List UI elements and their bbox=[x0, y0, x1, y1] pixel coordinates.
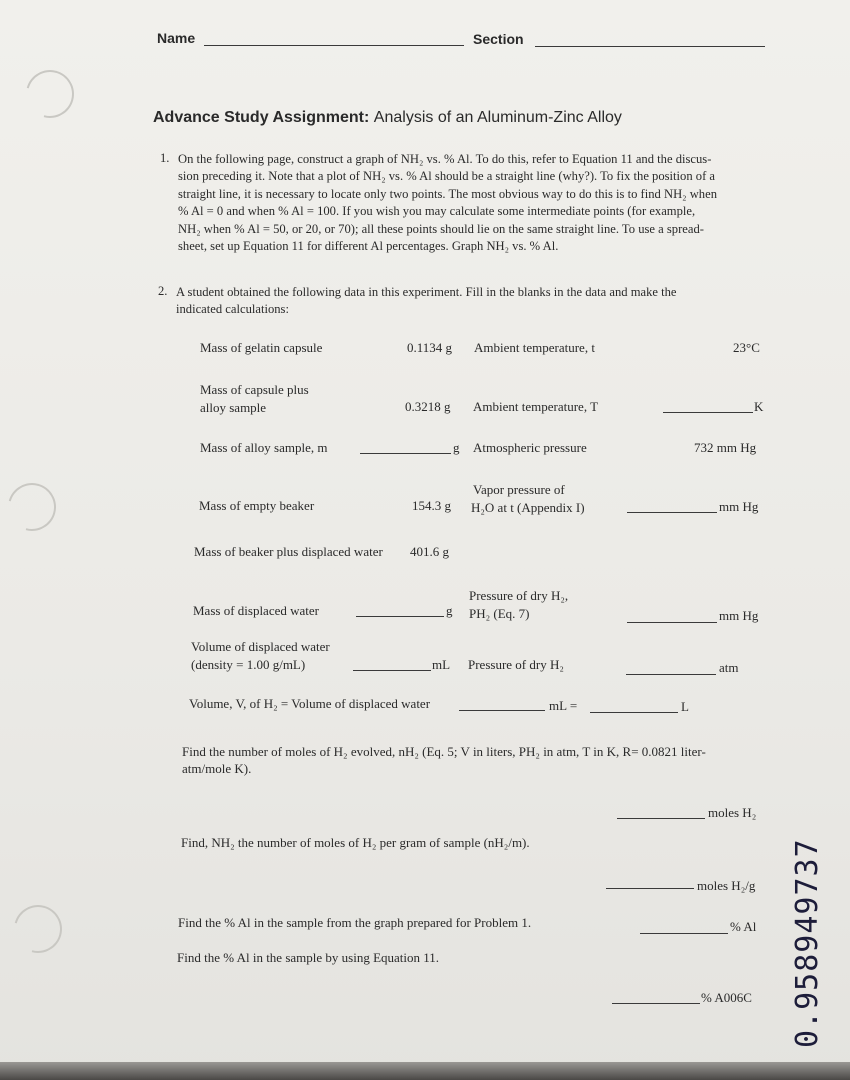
q1-line: On the following page, construct a graph of NH₂ vs. % Al. To do this, refer to Equation 11 and the discus- bbox=[178, 152, 712, 166]
atm-label: Atmospheric pressure bbox=[473, 440, 587, 455]
binder-hole-icon bbox=[17, 61, 83, 127]
q2-number: 2. bbox=[158, 284, 168, 298]
vol-h2-unit-ml: mL = bbox=[549, 698, 578, 713]
amb-temp-T-label: Ambient temperature, T bbox=[473, 399, 599, 414]
al-eq-field[interactable] bbox=[612, 1003, 700, 1004]
moles-unit: moles H₂ bbox=[708, 805, 757, 820]
vol-label-1: Volume of displaced water bbox=[191, 639, 330, 654]
capsule-alloy-value: 0.3218 g bbox=[405, 399, 451, 414]
capsule-alloy-label-1: Mass of capsule plus bbox=[200, 382, 309, 397]
q1-line: straight line, it is necessary to locate only two points. The most obvious way to do this is to find NH₂ when bbox=[178, 186, 717, 201]
page-title bbox=[153, 109, 622, 127]
binder-hole-icon bbox=[0, 474, 65, 540]
dry-h2-label bbox=[469, 587, 568, 623]
alloy-unit: g bbox=[453, 440, 460, 455]
vol-label-2: (density = 1.00 g/mL) bbox=[191, 657, 306, 672]
vapor-label bbox=[471, 481, 585, 517]
vol-h2-unit-l: L bbox=[681, 699, 689, 714]
beaker-label: Mass of empty beaker bbox=[199, 498, 315, 513]
moles-line-1: Find the number of moles of H₂ evolved, nH₂ (Eq. 5; V in liters, PH₂ in atm, T in K, R= 0.0821 liter- bbox=[182, 744, 706, 759]
vapor-unit: mm Hg bbox=[719, 499, 759, 514]
q2-line: indicated calculations: bbox=[176, 302, 289, 317]
displaced-label: Mass of displaced water bbox=[193, 603, 319, 618]
section-label: Section bbox=[473, 31, 524, 47]
dry-h2-atm-field[interactable] bbox=[626, 674, 716, 675]
moles-field[interactable] bbox=[617, 818, 705, 819]
al-eq-unit: % A006C bbox=[701, 990, 752, 1005]
page-edge-shadow bbox=[0, 1062, 850, 1080]
alloy-label: Mass of alloy sample, m bbox=[200, 440, 328, 455]
gelatin-label: Mass of gelatin capsule bbox=[200, 340, 323, 355]
vol-unit: mL bbox=[432, 657, 451, 672]
title-bold: Advance Study Assignment: bbox=[153, 109, 370, 126]
q1-line: sheet, set up Equation 11 for different Al percentages. Graph NH₂ vs. % Al. bbox=[178, 239, 559, 254]
vapor-label-2: H₂O at t (Appendix I) bbox=[471, 500, 585, 515]
vol-field[interactable] bbox=[353, 670, 431, 671]
nh2-text: Find, NH₂ the number of moles of H₂ per gram of sample (nH₂/m). bbox=[181, 835, 530, 850]
dry-h2-label-1: Pressure of dry H₂, bbox=[469, 588, 569, 603]
alloy-field[interactable] bbox=[360, 453, 451, 454]
q1-line: NH₂ when % Al = 50, or 20, or 70); all these points should lie on the same straight line. To use a spread- bbox=[178, 221, 704, 236]
dry-h2-atm-unit: atm bbox=[719, 660, 739, 675]
vol-h2-l-field[interactable] bbox=[590, 712, 678, 713]
beaker-value: 154.3 g bbox=[412, 498, 451, 513]
amb-temp-t-label: Ambient temperature, t bbox=[474, 340, 595, 355]
binder-hole-icon bbox=[5, 896, 71, 962]
amb-temp-T-field[interactable] bbox=[663, 412, 753, 413]
al-eq-text: Find the % Al in the sample by using Equation 11. bbox=[177, 950, 440, 965]
nh2-unit: moles H₂/g bbox=[697, 878, 756, 893]
displaced-field[interactable] bbox=[356, 616, 444, 617]
q1-line: sion preceding it. Note that a plot of NH₂ vs. % Al should be a straight line (why?). To fix the position of a bbox=[178, 169, 716, 184]
vapor-label-1: Vapor pressure of bbox=[473, 482, 565, 497]
al-graph-text: Find the % Al in the sample from the graph prepared for Problem 1. bbox=[178, 915, 532, 930]
displaced-unit: g bbox=[446, 603, 453, 618]
al-graph-field[interactable] bbox=[640, 933, 728, 934]
amb-temp-T-unit: K bbox=[754, 399, 764, 414]
name-label: Name bbox=[157, 30, 196, 46]
amb-temp-t-value: 23°C bbox=[733, 340, 760, 355]
capsule-alloy-label-2: alloy sample bbox=[200, 400, 267, 415]
beaker-water-label: Mass of beaker plus displaced water bbox=[194, 544, 383, 559]
beaker-water-value: 401.6 g bbox=[410, 544, 449, 559]
q1-paragraph bbox=[178, 151, 768, 255]
vol-h2-ml-field[interactable] bbox=[459, 710, 545, 711]
title-rest: Analysis of an Aluminum-Zinc Alloy bbox=[373, 109, 622, 126]
dry-h2-unit: mm Hg bbox=[719, 608, 759, 623]
gelatin-value: 0.1134 g bbox=[407, 340, 453, 355]
q1-number: 1. bbox=[160, 151, 170, 165]
moles-line-2: atm/mole K). bbox=[182, 761, 252, 777]
dry-h2-field[interactable] bbox=[627, 622, 717, 623]
section-field[interactable] bbox=[535, 46, 765, 47]
al-graph-unit: % Al bbox=[730, 919, 757, 934]
vapor-field[interactable] bbox=[627, 512, 717, 513]
moles-text bbox=[182, 743, 772, 778]
name-field[interactable] bbox=[204, 45, 464, 46]
dry-h2-atm-label: Pressure of dry H₂ bbox=[468, 657, 564, 672]
capsule-alloy-label bbox=[200, 381, 309, 417]
nh2-field[interactable] bbox=[606, 888, 694, 889]
atm-value: 732 mm Hg bbox=[694, 440, 757, 455]
vol-label bbox=[191, 638, 330, 674]
q2-line: A student obtained the following data in this experiment. Fill in the blanks in the data and make the bbox=[176, 285, 677, 299]
handwritten-number: 0.958949737 bbox=[790, 838, 825, 1048]
q2-paragraph bbox=[176, 284, 768, 319]
vol-h2-label: Volume, V, of H₂ = Volume of displaced water bbox=[189, 696, 431, 711]
q1-line: % Al = 0 and when % Al = 100. If you wish you may calculate some intermediate points (for example, bbox=[178, 204, 696, 219]
dry-h2-label-2: PH₂ (Eq. 7) bbox=[469, 606, 530, 621]
